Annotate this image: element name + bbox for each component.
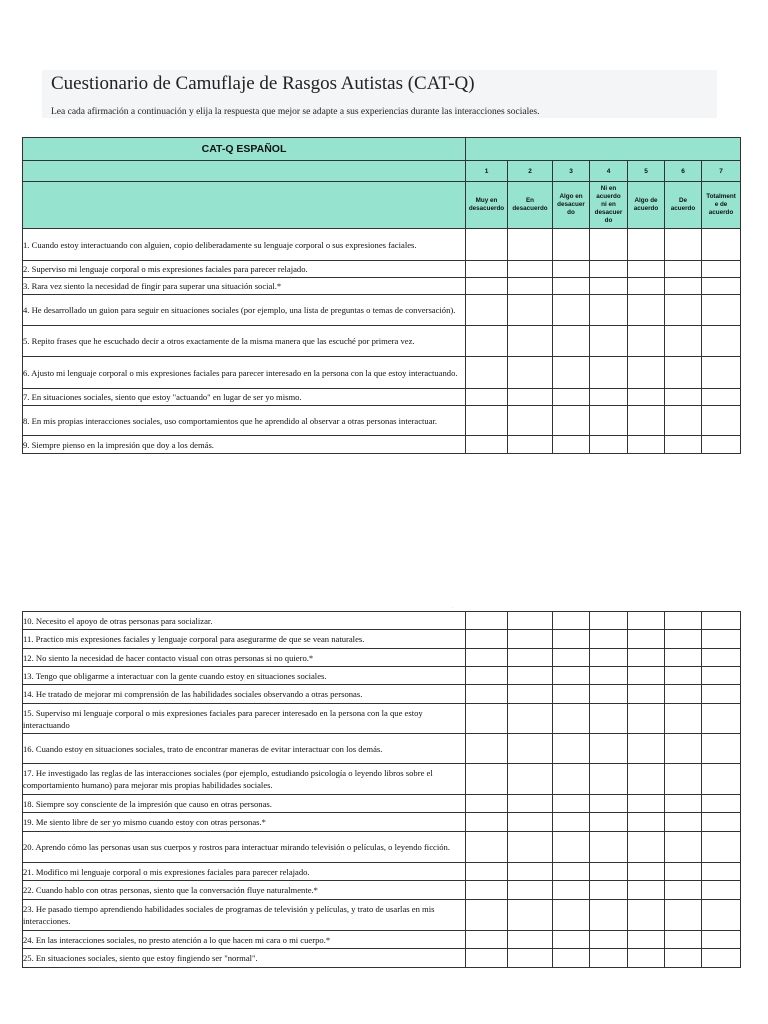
answer-cell-6[interactable] [665, 900, 702, 931]
answer-cell-1[interactable] [466, 612, 508, 630]
question-text: 12. No siento la necesidad de hacer contacto visual con otras personas si no quiero.* [23, 649, 466, 667]
answer-cell-2[interactable] [508, 900, 553, 931]
answer-cell-6[interactable] [665, 863, 702, 881]
answer-cell-7[interactable] [702, 357, 741, 389]
answer-cell-6[interactable] [665, 389, 702, 406]
answer-cell-1[interactable] [466, 436, 508, 454]
scale-label-line: acuerdo [633, 205, 659, 212]
answer-cell-4[interactable] [590, 326, 628, 357]
answer-cell-3[interactable] [553, 795, 590, 813]
question-text: 8. En mis propias interacciones sociales, uso comportamientos que he aprendido al observar a otras personas interactuar. [23, 406, 466, 436]
question-row [23, 832, 741, 863]
question-row [23, 795, 741, 813]
answer-cell-6[interactable] [665, 832, 702, 863]
answer-cell-3[interactable] [553, 685, 590, 704]
question-row [23, 949, 741, 968]
answer-cell-4[interactable] [590, 931, 628, 949]
answer-cell-5[interactable] [628, 832, 665, 863]
scale-label-1 [466, 182, 508, 229]
answer-cell-6[interactable] [665, 630, 702, 649]
answer-cell-7[interactable] [702, 863, 741, 881]
answer-cell-4[interactable] [590, 704, 628, 734]
answer-cell-6[interactable] [665, 649, 702, 667]
answer-cell-7[interactable] [702, 813, 741, 832]
question-row [23, 734, 741, 764]
answer-cell-5[interactable] [628, 949, 665, 968]
answer-cell-6[interactable] [665, 436, 702, 454]
answer-cell-5[interactable] [628, 630, 665, 649]
answer-cell-7[interactable] [702, 278, 741, 295]
table-title-row [23, 138, 741, 161]
answer-cell-4[interactable] [590, 949, 628, 968]
answer-cell-5[interactable] [628, 931, 665, 949]
answer-cell-1[interactable] [466, 685, 508, 704]
scale-label-line: Ni en [600, 185, 617, 192]
answer-cell-3[interactable] [553, 278, 590, 295]
question-text: 17. He investigado las reglas de las interacciones sociales (por ejemplo, estudiando psicología o leyendo libros sobre el comportamiento humano) para mejorar mis propias habilidades sociales. [23, 764, 466, 795]
scale-label-line: e de [714, 201, 728, 208]
answer-cell-7[interactable] [702, 406, 741, 436]
answer-cell-3[interactable] [553, 667, 590, 685]
scale-label-line: En [525, 197, 535, 204]
answer-cell-2[interactable] [508, 649, 553, 667]
answer-cell-3[interactable] [553, 630, 590, 649]
question-text: 25. En situaciones sociales, siento que estoy fingiendo ser "normal". [23, 949, 466, 968]
table-title-blank-cell [466, 138, 741, 161]
answer-cell-1[interactable] [466, 295, 508, 326]
scale-label-line: De [678, 197, 688, 204]
answer-cell-7[interactable] [702, 832, 741, 863]
answer-cell-6[interactable] [665, 667, 702, 685]
answer-cell-3[interactable] [553, 261, 590, 278]
answer-cell-7[interactable] [702, 229, 741, 261]
question-text: 4. He desarrollado un guion para seguir en situaciones sociales (por ejemplo, una lista de preguntas o temas de conversación). [23, 295, 466, 326]
answer-cell-3[interactable] [553, 900, 590, 931]
answer-cell-5[interactable] [628, 900, 665, 931]
answer-cell-5[interactable] [628, 278, 665, 295]
answer-cell-4[interactable] [590, 813, 628, 832]
answer-cell-4[interactable] [590, 795, 628, 813]
scale-label-6 [665, 182, 702, 229]
question-text: 2. Superviso mi lenguaje corporal o mis expresiones faciales para parecer relajado. [23, 261, 466, 278]
answer-cell-1[interactable] [466, 630, 508, 649]
question-text: 5. Repito frases que he escuchado decir a otros exactamente de la misma manera que las escuché por primera vez. [23, 326, 466, 357]
scale-label-line: desacuer [557, 201, 585, 208]
answer-cell-5[interactable] [628, 881, 665, 900]
instructions-text: Lea cada afirmación a continuación y elija la respuesta que mejor se adapte a sus experiencias durante las interacciones sociales. [51, 107, 540, 117]
question-row [23, 406, 741, 436]
scale-label-line: do [604, 217, 613, 224]
answer-cell-2[interactable] [508, 764, 553, 795]
answer-cell-3[interactable] [553, 406, 590, 436]
scale-label-7 [702, 182, 741, 229]
question-row [23, 863, 741, 881]
questionnaire-table-part-2 [22, 611, 741, 968]
answer-cell-1[interactable] [466, 881, 508, 900]
answer-cell-6[interactable] [665, 229, 702, 261]
scale-label-line: Muy en [475, 197, 498, 204]
answer-cell-3[interactable] [553, 649, 590, 667]
question-row [23, 389, 741, 406]
answer-cell-2[interactable] [508, 278, 553, 295]
answer-cell-4[interactable] [590, 832, 628, 863]
answer-cell-5[interactable] [628, 326, 665, 357]
scale-number-3: 3 [553, 161, 590, 182]
answer-cell-2[interactable] [508, 229, 553, 261]
answer-cell-7[interactable] [702, 389, 741, 406]
answer-cell-1[interactable] [466, 813, 508, 832]
answer-cell-1[interactable] [466, 832, 508, 863]
scale-number-blank-cell [23, 161, 466, 182]
question-row [23, 436, 741, 454]
answer-cell-1[interactable] [466, 357, 508, 389]
answer-cell-6[interactable] [665, 295, 702, 326]
question-text: 14. He tratado de mejorar mi comprensión de las habilidades sociales observando a otras personas. [23, 685, 466, 704]
answer-cell-1[interactable] [466, 326, 508, 357]
answer-cell-1[interactable] [466, 667, 508, 685]
question-text: 23. He pasado tiempo aprendiendo habilidades sociales de programas de televisión y películas, y trato de usarlas en mis interacciones. [23, 900, 466, 931]
answer-cell-7[interactable] [702, 612, 741, 630]
answer-cell-5[interactable] [628, 649, 665, 667]
scale-number-4: 4 [590, 161, 628, 182]
scale-number-5: 5 [628, 161, 665, 182]
answer-cell-2[interactable] [508, 389, 553, 406]
question-row [23, 630, 741, 649]
answer-cell-4[interactable] [590, 900, 628, 931]
answer-cell-1[interactable] [466, 704, 508, 734]
answer-cell-4[interactable] [590, 261, 628, 278]
answer-cell-5[interactable] [628, 704, 665, 734]
answer-cell-4[interactable] [590, 389, 628, 406]
answer-cell-4[interactable] [590, 649, 628, 667]
scale-number-row [23, 161, 741, 182]
answer-cell-7[interactable] [702, 649, 741, 667]
answer-cell-7[interactable] [702, 764, 741, 795]
question-text: 19. Me siento libre de ser yo mismo cuando estoy con otras personas.* [23, 813, 466, 832]
answer-cell-7[interactable] [702, 436, 741, 454]
question-text: 16. Cuando estoy en situaciones sociales, trato de encontrar maneras de evitar interactuar con los demás. [23, 734, 466, 764]
answer-cell-1[interactable] [466, 734, 508, 764]
scale-label-line: Totalment [706, 193, 736, 200]
answer-cell-5[interactable] [628, 863, 665, 881]
answer-cell-6[interactable] [665, 734, 702, 764]
answer-cell-3[interactable] [553, 931, 590, 949]
questionnaire-table-part-1 [22, 137, 741, 454]
question-row [23, 685, 741, 704]
scale-number-6: 6 [665, 161, 702, 182]
question-row [23, 881, 741, 900]
answer-cell-6[interactable] [665, 612, 702, 630]
answer-cell-3[interactable] [553, 389, 590, 406]
answer-cell-2[interactable] [508, 357, 553, 389]
page-break-mark: · [452, 606, 454, 611]
question-text: 6. Ajusto mi lenguaje corporal o mis expresiones faciales para parecer interesado en la persona con la que estoy interactuando. [23, 357, 466, 389]
question-text: 20. Aprendo cómo las personas usan sus cuerpos y rostros para interactuar mirando televisión o películas, o leyendo ficción. [23, 832, 466, 863]
question-text: 13. Tengo que obligarme a interactuar con la gente cuando estoy en situaciones sociales. [23, 667, 466, 685]
scale-label-5 [628, 182, 665, 229]
answer-cell-5[interactable] [628, 612, 665, 630]
answer-cell-1[interactable] [466, 900, 508, 931]
answer-cell-6[interactable] [665, 764, 702, 795]
answer-cell-3[interactable] [553, 357, 590, 389]
answer-cell-2[interactable] [508, 612, 553, 630]
question-row [23, 326, 741, 357]
scale-label-line: acuerdo [670, 205, 696, 212]
answer-cell-7[interactable] [702, 704, 741, 734]
question-text: 9. Siempre pienso en la impresión que doy a los demás. [23, 436, 466, 454]
answer-cell-4[interactable] [590, 436, 628, 454]
answer-cell-4[interactable] [590, 863, 628, 881]
question-row [23, 612, 741, 630]
answer-cell-1[interactable] [466, 278, 508, 295]
answer-cell-3[interactable] [553, 832, 590, 863]
answer-cell-6[interactable] [665, 795, 702, 813]
answer-cell-2[interactable] [508, 704, 553, 734]
answer-cell-5[interactable] [628, 685, 665, 704]
answer-cell-3[interactable] [553, 949, 590, 968]
answer-cell-3[interactable] [553, 612, 590, 630]
answer-cell-1[interactable] [466, 764, 508, 795]
answer-cell-4[interactable] [590, 764, 628, 795]
answer-cell-3[interactable] [553, 704, 590, 734]
answer-cell-3[interactable] [553, 436, 590, 454]
answer-cell-5[interactable] [628, 734, 665, 764]
answer-cell-3[interactable] [553, 813, 590, 832]
scale-number-2: 2 [508, 161, 553, 182]
question-row [23, 813, 741, 832]
scale-label-line: desacuerdo [512, 205, 548, 212]
question-row [23, 357, 741, 389]
answer-cell-2[interactable] [508, 949, 553, 968]
answer-cell-2[interactable] [508, 931, 553, 949]
answer-cell-2[interactable] [508, 795, 553, 813]
question-text: 22. Cuando hablo con otras personas, siento que la conversación fluye naturalmente.* [23, 881, 466, 900]
question-row [23, 229, 741, 261]
answer-cell-4[interactable] [590, 667, 628, 685]
scale-label-blank-cell [23, 182, 466, 229]
answer-cell-5[interactable] [628, 436, 665, 454]
scale-label-line: Algo de [634, 197, 658, 204]
answer-cell-4[interactable] [590, 278, 628, 295]
answer-cell-5[interactable] [628, 295, 665, 326]
answer-cell-2[interactable] [508, 734, 553, 764]
answer-cell-5[interactable] [628, 229, 665, 261]
answer-cell-7[interactable] [702, 900, 741, 931]
answer-cell-1[interactable] [466, 261, 508, 278]
answer-cell-4[interactable] [590, 295, 628, 326]
answer-cell-6[interactable] [665, 278, 702, 295]
question-text: 10. Necesito el apoyo de otras personas para socializar. [23, 612, 466, 630]
answer-cell-5[interactable] [628, 357, 665, 389]
answer-cell-5[interactable] [628, 795, 665, 813]
answer-cell-1[interactable] [466, 795, 508, 813]
scale-label-line: acuerdo [596, 193, 621, 200]
answer-cell-4[interactable] [590, 734, 628, 764]
scale-label-4 [590, 182, 628, 229]
answer-cell-2[interactable] [508, 326, 553, 357]
answer-cell-1[interactable] [466, 949, 508, 968]
answer-cell-7[interactable] [702, 931, 741, 949]
answer-cell-4[interactable] [590, 406, 628, 436]
question-text: 18. Siempre soy consciente de la impresión que causo en otras personas. [23, 795, 466, 813]
answer-cell-7[interactable] [702, 630, 741, 649]
answer-cell-6[interactable] [665, 881, 702, 900]
question-text: 7. En situaciones sociales, siento que estoy "actuando" en lugar de ser yo mismo. [23, 389, 466, 406]
answer-cell-1[interactable] [466, 863, 508, 881]
answer-cell-2[interactable] [508, 813, 553, 832]
answer-cell-6[interactable] [665, 326, 702, 357]
answer-cell-6[interactable] [665, 261, 702, 278]
scale-label-2 [508, 182, 553, 229]
scale-label-line: ni en [601, 201, 616, 208]
answer-cell-3[interactable] [553, 295, 590, 326]
question-text: 15. Superviso mi lenguaje corporal o mis expresiones faciales para parecer interesado en la persona con la que estoy interactuando [23, 704, 466, 734]
scale-number-7: 7 [702, 161, 741, 182]
answer-cell-6[interactable] [665, 813, 702, 832]
answer-cell-1[interactable] [466, 931, 508, 949]
answer-cell-7[interactable] [702, 295, 741, 326]
answer-cell-5[interactable] [628, 389, 665, 406]
question-text: 1. Cuando estoy interactuando con alguien, copio deliberadamente su lenguaje corporal o sus expresiones faciales. [23, 229, 466, 261]
answer-cell-7[interactable] [702, 949, 741, 968]
answer-cell-3[interactable] [553, 326, 590, 357]
question-text: 3. Rara vez siento la necesidad de fingir para superar una situación social.* [23, 278, 466, 295]
answer-cell-6[interactable] [665, 357, 702, 389]
question-row [23, 295, 741, 326]
scale-label-line: acuerdo [708, 209, 734, 216]
answer-cell-2[interactable] [508, 685, 553, 704]
answer-cell-3[interactable] [553, 734, 590, 764]
answer-cell-7[interactable] [702, 734, 741, 764]
scale-label-3 [553, 182, 590, 229]
question-row [23, 704, 741, 734]
answer-cell-7[interactable] [702, 795, 741, 813]
answer-cell-4[interactable] [590, 357, 628, 389]
question-row [23, 278, 741, 295]
scale-label-row [23, 182, 741, 229]
answer-cell-1[interactable] [466, 649, 508, 667]
answer-cell-4[interactable] [590, 612, 628, 630]
page-title: Cuestionario de Camuflaje de Rasgos Autistas (CAT-Q) [51, 73, 475, 94]
answer-cell-7[interactable] [702, 881, 741, 900]
answer-cell-2[interactable] [508, 295, 553, 326]
table-title-cell: CAT-Q ESPAÑOL [23, 138, 466, 161]
answer-cell-5[interactable] [628, 406, 665, 436]
answer-cell-2[interactable] [508, 261, 553, 278]
question-row [23, 667, 741, 685]
answer-cell-2[interactable] [508, 406, 553, 436]
scale-label-line: desacuerdo [468, 205, 505, 212]
answer-cell-7[interactable] [702, 261, 741, 278]
answer-cell-6[interactable] [665, 685, 702, 704]
answer-cell-3[interactable] [553, 764, 590, 795]
answer-cell-1[interactable] [466, 229, 508, 261]
answer-cell-2[interactable] [508, 881, 553, 900]
answer-cell-7[interactable] [702, 667, 741, 685]
answer-cell-5[interactable] [628, 813, 665, 832]
answer-cell-5[interactable] [628, 261, 665, 278]
answer-cell-7[interactable] [702, 685, 741, 704]
answer-cell-4[interactable] [590, 685, 628, 704]
answer-cell-7[interactable] [702, 326, 741, 357]
answer-cell-4[interactable] [590, 881, 628, 900]
question-text: 24. En las interacciones sociales, no presto atención a lo que hacen mi cara o mi cuerpo.* [23, 931, 466, 949]
answer-cell-3[interactable] [553, 229, 590, 261]
question-row [23, 261, 741, 278]
answer-cell-5[interactable] [628, 764, 665, 795]
answer-cell-3[interactable] [553, 881, 590, 900]
scale-number-1: 1 [466, 161, 508, 182]
answer-cell-2[interactable] [508, 832, 553, 863]
answer-cell-1[interactable] [466, 406, 508, 436]
answer-cell-4[interactable] [590, 229, 628, 261]
question-row [23, 649, 741, 667]
answer-cell-2[interactable] [508, 630, 553, 649]
answer-cell-2[interactable] [508, 436, 553, 454]
question-row [23, 900, 741, 931]
answer-cell-4[interactable] [590, 630, 628, 649]
question-text: 21. Modifico mi lenguaje corporal o mis expresiones faciales para parecer relajado. [23, 863, 466, 881]
answer-cell-2[interactable] [508, 667, 553, 685]
answer-cell-6[interactable] [665, 406, 702, 436]
scale-label-line: desacuer [594, 209, 623, 216]
answer-cell-6[interactable] [665, 931, 702, 949]
answer-cell-5[interactable] [628, 667, 665, 685]
question-row [23, 931, 741, 949]
answer-cell-1[interactable] [466, 389, 508, 406]
question-text: 11. Practico mis expresiones faciales y lenguaje corporal para asegurarme de que se vean naturales. [23, 630, 466, 649]
scale-label-line: Algo en [559, 193, 583, 200]
answer-cell-6[interactable] [665, 949, 702, 968]
answer-cell-2[interactable] [508, 863, 553, 881]
question-row [23, 764, 741, 795]
answer-cell-6[interactable] [665, 704, 702, 734]
scale-label-line: do [567, 209, 575, 216]
answer-cell-3[interactable] [553, 863, 590, 881]
